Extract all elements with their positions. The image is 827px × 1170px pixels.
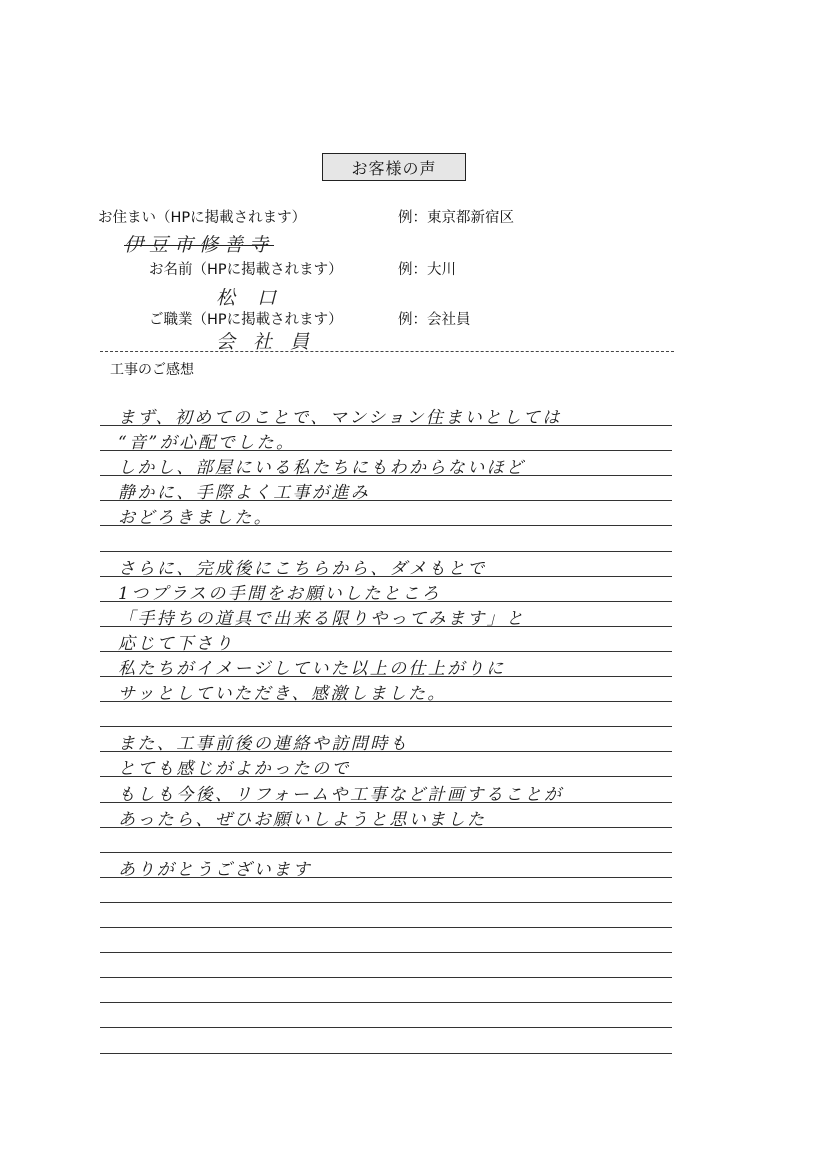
ruled-line (100, 977, 672, 978)
ruled-line (100, 551, 672, 552)
comment-line: もしも今後、リフォームや工事など計画することが (118, 785, 564, 805)
ruled-line (100, 852, 672, 853)
occupation-example: 例：会社員 (398, 312, 471, 328)
ruled-line (100, 726, 672, 727)
occupation-label: ご職業（HPに掲載されます） (149, 312, 343, 328)
comment-line: 私たちがイメージしていた以上の仕上がりに (118, 659, 506, 679)
section-divider (100, 351, 674, 352)
comment-line: あったら、ぜひお願いしようと思いました (118, 810, 487, 830)
name-example: 例：大川 (398, 262, 456, 278)
ruled-line (100, 927, 672, 928)
comment-line: 1つプラスの手間をお願いしたところ (118, 584, 442, 604)
address-label: お住まい（HPに掲載されます） (98, 210, 307, 226)
ruled-line (100, 1027, 672, 1028)
name-value: 松口 (216, 287, 299, 309)
ruled-line (100, 902, 672, 903)
comment-line: 応じて下さり (118, 634, 235, 654)
comment-line: さらに、完成後にこちらから、ダメもとで (118, 559, 487, 579)
comment-line: 「手持ちの道具で出来る限りやってみます」と (118, 609, 526, 629)
comment-line: まず、初めてのことで、マンション住まいとしては (118, 408, 562, 428)
address-example: 例：東京都新宿区 (398, 210, 514, 226)
comment-line: また、工事前後の連絡や訪問時も (118, 734, 409, 754)
ruled-line (100, 952, 672, 953)
comment-line: おどろきました。 (118, 508, 274, 528)
comment-line: ありがとうございます (118, 860, 312, 880)
address-value: 伊豆市修善寺 (124, 234, 275, 256)
comment-line: とても感じがよかったので (118, 759, 351, 779)
occupation-value: 会社員 (216, 331, 328, 353)
name-label: お名前（HPに掲載されます） (149, 262, 343, 278)
form-title: お客様の声 (322, 153, 466, 181)
comment-line: “音”が心配でした。 (118, 433, 296, 453)
ruled-line (100, 1053, 672, 1054)
comment-line: 静かに、手際よく工事が進み (118, 483, 371, 503)
comment-line: サッとしていただき、感激しました。 (118, 684, 447, 704)
ruled-line (100, 1002, 672, 1003)
comments-label: 工事のご感想 (110, 362, 194, 378)
comment-line: しかし、部屋にいる私たちにもわからないほど (118, 458, 526, 478)
